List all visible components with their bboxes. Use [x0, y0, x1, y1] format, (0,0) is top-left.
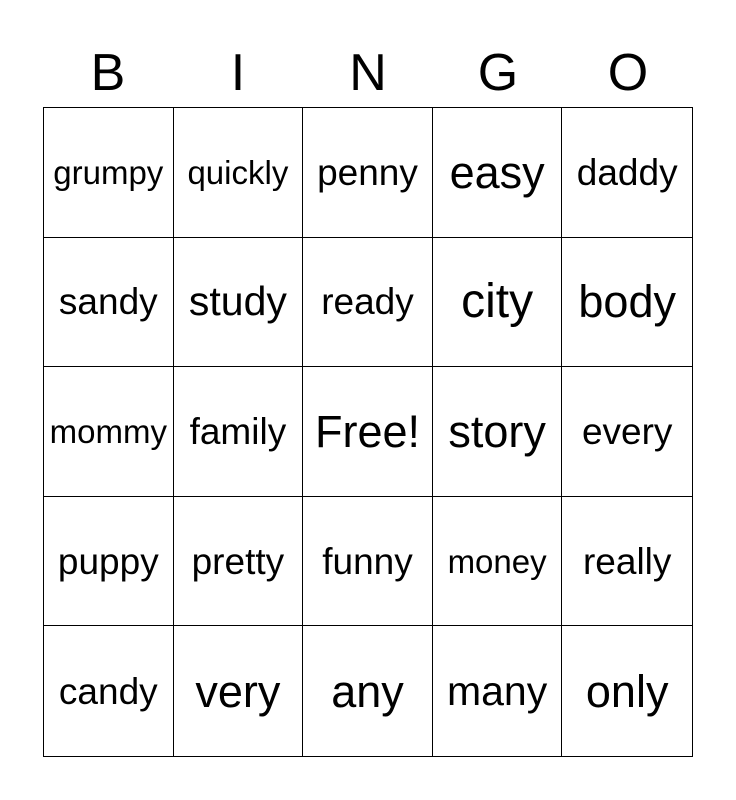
- bingo-cell: very: [174, 626, 304, 756]
- bingo-cell: sandy: [44, 238, 174, 368]
- free-space: Free!: [303, 367, 433, 497]
- bingo-cell: grumpy: [44, 108, 174, 238]
- bingo-cell: city: [433, 238, 563, 368]
- bingo-cell: only: [585, 665, 669, 717]
- bingo-cell: many: [433, 626, 563, 756]
- bingo-cell: pretty: [174, 497, 304, 627]
- bingo-cell: family: [174, 367, 304, 497]
- header-letter-o: O: [607, 44, 649, 102]
- bingo-cell: money: [433, 497, 563, 627]
- bingo-cell: funny: [303, 497, 433, 627]
- bingo-header: [43, 42, 693, 104]
- bingo-cell: quickly: [174, 108, 304, 238]
- bingo-cell: candy: [44, 626, 174, 756]
- bingo-cell: body: [562, 238, 692, 368]
- bingo-cell: puppy: [44, 497, 174, 627]
- bingo-cell: really: [562, 497, 692, 627]
- bingo-cell: every: [562, 367, 692, 497]
- bingo-cell: penny: [303, 108, 433, 238]
- bingo-board: [43, 107, 693, 757]
- bingo-cell: any: [303, 626, 433, 756]
- bingo-cell: study: [174, 238, 304, 368]
- bingo-cell: mommy: [44, 367, 174, 497]
- header-letter-g: G: [477, 44, 519, 102]
- bingo-cell: easy: [433, 108, 563, 238]
- bingo-cell: daddy: [562, 108, 692, 238]
- header-letter-n: N: [349, 44, 387, 102]
- header-letter-b: B: [90, 44, 126, 102]
- bingo-cell: ready: [303, 238, 433, 368]
- bingo-cell: story: [433, 367, 563, 497]
- header-letter-i: I: [230, 44, 246, 102]
